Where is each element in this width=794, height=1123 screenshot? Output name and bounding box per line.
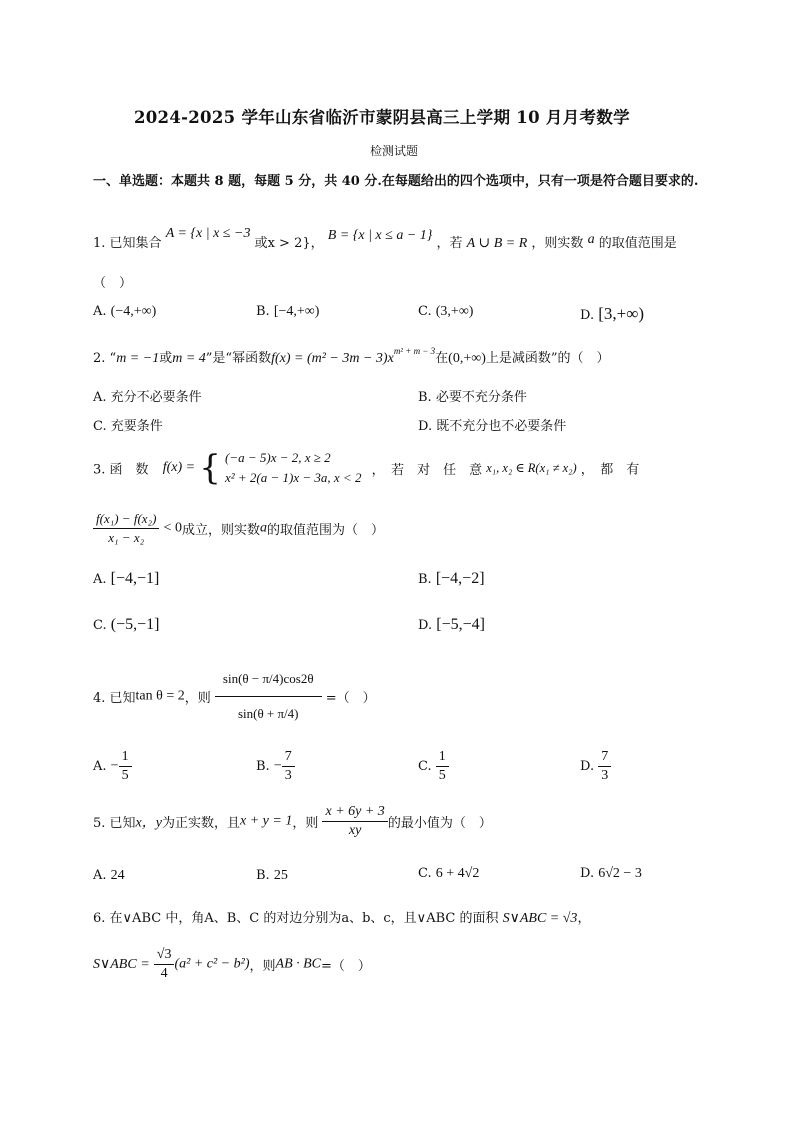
option-label: D. [580,308,595,323]
q3-option-c[interactable] [93,616,159,634]
q5-text1: 为正实数，且 [161,816,240,831]
q2-text3: ”是“幂函数 [205,351,272,366]
q1-number: 1. 已知集合 [93,236,162,251]
option-fraction [119,748,132,785]
option-label: A. [93,572,107,587]
option-label: B. [418,390,432,405]
q2-option-d[interactable] [418,415,566,434]
q1-paren: （ ） [93,276,133,291]
option-text: 24 [110,868,125,883]
question-1 [93,226,677,252]
section-header: 一、单选题：本题共 8 题，每题 5 分，共 40 分.在每题给出的四个选项中，只有一项是符合题目要求的. [93,174,699,189]
q3-case-2: x² + 2(a − 1)x − 3a, x < 2 [224,470,362,485]
option-fraction [436,748,449,785]
q6-fraction [154,946,175,983]
question-4 [93,662,376,731]
option-label: B. [256,759,270,774]
option-label: A. [93,390,107,405]
option-text: 6 + 4√2 [435,866,480,881]
q4-then: ，则 [184,691,211,706]
q3-text3: 的取值范围为（ ） [266,523,384,538]
q3-brace: { [199,448,221,488]
q4-eq: =（ ） [325,691,376,706]
q4-given: tan θ = 2 [135,688,185,704]
q5-fraction [322,803,387,840]
q2-m1: m = −1 [116,351,160,366]
option-label: C. [418,759,432,774]
q2-text5: 上是减函数”的（ ） [485,351,610,366]
q2-interval: (0,+∞) [448,351,486,366]
option-label: C. [93,419,107,434]
q3-cond: < 0 [163,520,182,536]
q4-option-b[interactable] [256,748,295,785]
q2-text4: 在 [435,351,449,366]
fraction-num: 1 [436,748,449,767]
page-subtitle: 检测试题 [370,144,419,158]
option-text: 25 [273,868,288,883]
option-label: A. [93,759,107,774]
q2-fx: f(x) = (m² − 3m − 3)x [271,351,394,366]
fraction-den: 3 [284,768,292,783]
question-6 [93,907,590,927]
option-label: B. [256,304,270,319]
option-fraction [282,748,295,785]
q5-text2: ，则 [292,816,319,831]
q3-fraction-num: f(x₁) − f(x₂) [93,510,159,529]
q4-fraction-den: sin(θ + π/4) [237,706,299,721]
q3-option-b[interactable] [418,570,485,588]
q3-case-1: (−a − 5)x − 2, x ≥ 2 [224,450,331,465]
q5-fraction-num: x + 6y + 3 [322,803,387,822]
q2-m2: m = 4 [172,351,206,366]
option-label: D. [580,759,595,774]
q2-option-a[interactable] [93,386,202,405]
option-label: B. [256,868,270,883]
page-title: 2024-2025 学年山东省临沂市蒙阴县高三上学期 10 月月考数学 [134,108,630,127]
q6-area: S∨ABC = √3 [502,911,578,926]
option-text: [−4,−2] [435,570,485,587]
q2-exponent: m² + m − 3 [393,346,436,356]
option-text: [−5,−4] [436,616,485,633]
option-text: (−5,−1] [110,616,160,633]
q6-fraction-num: √3 [154,946,175,965]
q1-option-a[interactable] [93,304,156,320]
q4-option-d[interactable] [580,748,611,785]
q1-union: A ∪ B = R [466,236,528,251]
q1-tail: ，则实数 [531,236,584,251]
q4-option-a[interactable] [93,748,132,785]
q1-option-b[interactable] [256,304,319,320]
question-5 [93,803,492,840]
q3-var: a [259,520,267,536]
option-text: 充要条件 [110,419,163,434]
q3-cases [225,448,361,488]
q2-option-b[interactable] [418,386,527,405]
q6-s: S∨ABC = [93,957,150,972]
q1-set-a-or: 或x > 2}， [254,236,324,251]
q3-tail: ， 都 有 [580,462,640,478]
option-label: A. [93,868,107,883]
q5-option-d[interactable] [580,866,642,882]
q3-vars: x₁, x₂ ∈ R(x₁ ≠ x₂) [486,461,577,475]
q3-fraction [93,510,159,547]
q1-option-c[interactable] [418,304,473,320]
q3-text2: 成立，则实数 [181,523,260,538]
q5-option-a[interactable] [93,868,125,884]
q3-fx: f(x) = [162,460,196,475]
option-fraction [598,748,611,785]
q5-cond: x + y = 1 [240,813,293,829]
q3-lead: 3. 函 数 [93,462,149,478]
option-label: C. [418,866,432,881]
q1-option-d[interactable] [580,304,644,324]
q2-text1: 2. “ [93,351,117,366]
q1-set-a: A = {x | x ≤ −3 [165,226,251,241]
option-text: 必要不充分条件 [435,390,527,405]
option-text: (3,+∞) [435,304,474,319]
option-label: A. [93,304,107,319]
q4-lead: 4. 已知 [93,691,136,706]
option-sign: − [110,758,119,774]
q5-fraction-den: xy [348,823,362,838]
q6-fraction-den: 4 [160,966,168,981]
q4-fraction [215,662,322,731]
option-label: D. [418,618,433,633]
option-text: (−4,+∞) [110,304,157,319]
q3-condition [93,510,384,547]
q3-option-a[interactable] [93,570,159,588]
q4-option-c[interactable] [418,748,449,785]
option-text: 6√2 − 3 [598,866,642,881]
q3-fraction-den: x₁ − x₂ [108,530,145,545]
q3-mid: ， 若 对 任 意 [371,462,483,478]
option-text: [−4,−1] [110,570,160,587]
option-text: [−4,+∞) [273,304,320,319]
q3-option-d[interactable] [418,616,485,634]
q1-var: a [587,232,595,247]
option-label: B. [418,572,432,587]
option-label: D. [418,419,433,434]
q5-lead: 5. 已知 [93,816,136,831]
fraction-num: 1 [119,748,132,767]
option-text: 既不充分也不必要条件 [436,419,567,434]
q2-text2: 或 [159,351,173,366]
q4-fraction-num: sin(θ − π/4)cos2θ [215,662,322,697]
q6-expr: (a² + c² − b²) [174,956,250,972]
option-text: [3,+∞) [598,304,645,323]
question-3 [93,448,639,488]
fraction-den: 3 [601,768,609,783]
question-2 [93,346,610,367]
option-sign: − [273,758,282,774]
q5-text3: 的最小值为（ ） [387,816,492,831]
q6-line1: 6. 在∨ABC 中，角A、B、C 的对边分别为a、b、c，且∨ABC 的面积 [93,911,499,926]
q6-text2: ，则 [249,959,276,974]
q1-set-b: B = {x | x ≤ a − 1} [327,228,433,243]
q6-line2 [93,946,371,983]
fraction-den: 5 [121,768,129,783]
fraction-num: 7 [282,748,295,767]
q5-vars: x，y [135,815,162,831]
q6-vec: AB · BC [275,956,322,972]
fraction-num: 7 [598,748,611,767]
q5-option-b[interactable] [256,868,288,884]
q1-tail2: 的取值范围是 [598,236,677,251]
q2-option-c[interactable] [93,415,163,434]
option-label: C. [418,304,432,319]
q1-mid: ，若 [436,236,463,251]
fraction-den: 5 [438,768,446,783]
option-text: 充分不必要条件 [110,390,202,405]
option-label: C. [93,618,107,633]
option-label: D. [580,866,595,881]
q6-comma: ， [577,911,591,926]
q6-eq: =（ ） [321,959,371,974]
q5-option-c[interactable] [418,866,479,882]
